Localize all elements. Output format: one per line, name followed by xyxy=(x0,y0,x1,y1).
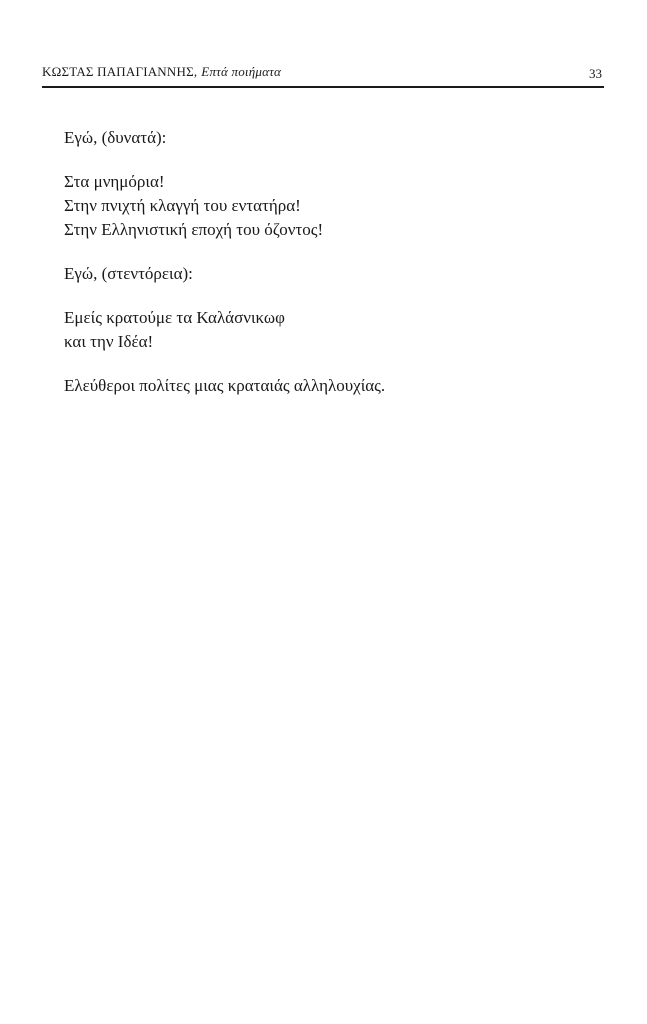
running-header xyxy=(42,64,604,84)
stanza xyxy=(64,374,584,398)
poem-line: Εγώ, (στεντόρεια): xyxy=(64,264,193,283)
header-divider xyxy=(42,86,604,88)
poem-line: και την Ιδέα! xyxy=(64,332,154,351)
stanza xyxy=(64,126,584,150)
poem-line: Εγώ, (δυνατά): xyxy=(64,128,167,147)
poem-line: Εμείς κρατούμε τα Καλάσνικωφ xyxy=(64,308,285,327)
poem-body xyxy=(64,126,584,418)
stanza xyxy=(64,262,584,286)
stanza xyxy=(64,170,584,242)
poem-line: Ελεύθεροι πολίτες μιας κραταιάς αλληλουχίας. xyxy=(64,376,386,395)
poem-line: Στην Ελληνιστική εποχή του όζοντος! xyxy=(64,220,324,239)
header-author: ΚΩΣΤΑΣ ΠΑΠΑΓΙΑΝΝΗΣ, xyxy=(42,64,198,79)
poem-line: Στην πνιχτή κλαγγή του εντατήρα! xyxy=(64,196,301,215)
header-book-title: Επτά ποιήματα xyxy=(201,64,281,79)
stanza xyxy=(64,306,584,354)
page-number: 33 xyxy=(589,66,602,81)
header-author-title xyxy=(42,64,281,80)
poem-line: Στα μνημόρια! xyxy=(64,172,165,191)
